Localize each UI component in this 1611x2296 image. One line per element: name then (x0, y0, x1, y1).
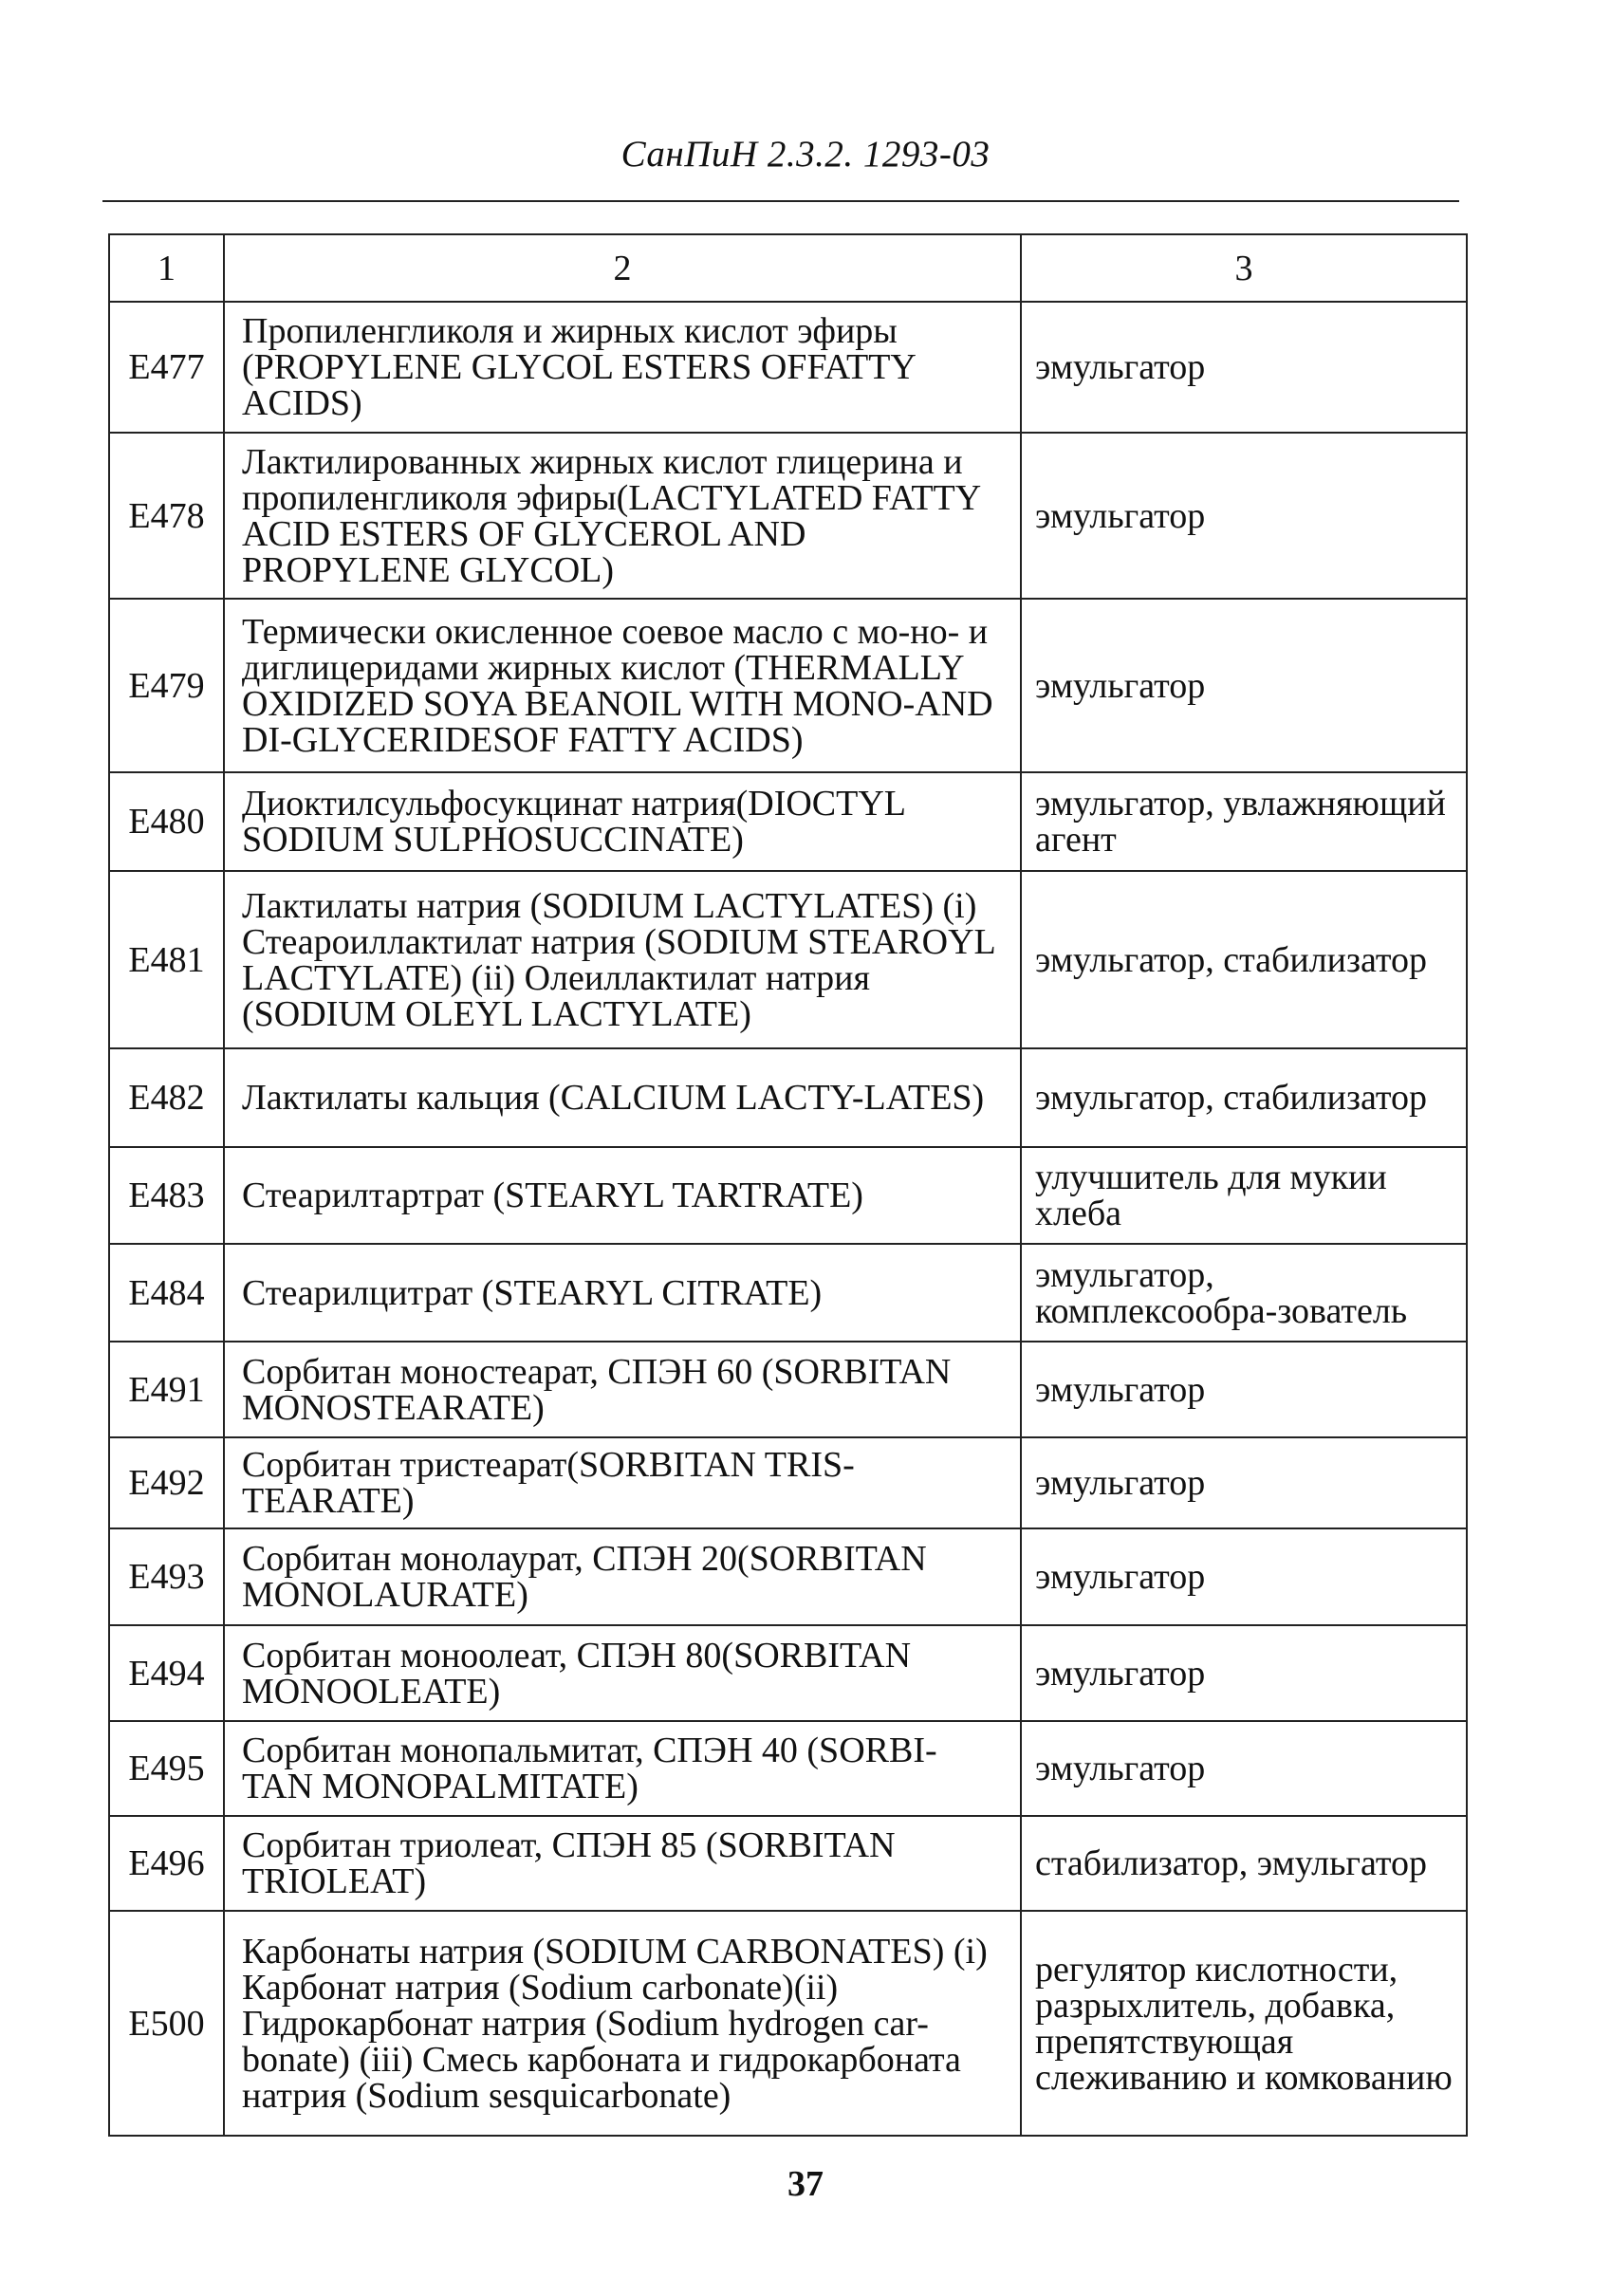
additive-code: Е477 (109, 302, 224, 433)
additive-code: Е494 (109, 1625, 224, 1721)
additive-name: Термически окисленное соевое масло с мо-но- и диглицеридами жирных кислот (THERMALLY OXIDIZED SOYA BEANOIL WITH MONO-AND DI-GLYCERIDESOF FATTY ACIDS) (224, 599, 1021, 772)
additive-name: Сорбитан монолаурат, СПЭН 20(SORBITAN MONOLAURATE) (224, 1528, 1021, 1625)
additive-function: эмульгатор (1021, 302, 1467, 433)
additive-function: эмульгатор (1021, 1437, 1467, 1528)
additive-code: Е500 (109, 1911, 224, 2136)
column-header-2: 2 (224, 234, 1021, 302)
table-row (109, 1147, 1467, 1244)
additive-code: Е480 (109, 772, 224, 871)
additive-code: Е495 (109, 1721, 224, 1816)
table-header-row (109, 234, 1467, 302)
additive-name: Карбонаты натрия (SODIUM CARBONATES) (i) Карбонат натрия (Sodium carbonate)(ii) Гидрокарбонат натрия (Sodium hydrogen car-bonate) (iii) Смесь карбоната и гидрокарбоната натрия (Sodium sesquicarbonate) (224, 1911, 1021, 2136)
additive-name: Пропиленгликоля и жирных кислот эфиры (PROPYLENE GLYCOL ESTERS OFFATTY ACIDS) (224, 302, 1021, 433)
additive-name: Лактилаты кальция (CALCIUM LACTY-LATES) (224, 1048, 1021, 1147)
table-row (109, 1528, 1467, 1625)
table-row (109, 1342, 1467, 1437)
table-row (109, 1625, 1467, 1721)
table-row (109, 599, 1467, 772)
additive-code: Е478 (109, 433, 224, 599)
additive-function: регулятор кислотности, разрыхлитель, добавка, препятствующая слеживанию и комкованию (1021, 1911, 1467, 2136)
additive-function: эмульгатор, стабилизатор (1021, 1048, 1467, 1147)
additive-code: Е491 (109, 1342, 224, 1437)
additive-name: Сорбитан тристеарат(SORBITAN TRIS-TEARATE) (224, 1437, 1021, 1528)
header-divider (102, 200, 1459, 202)
column-header-3: 3 (1021, 234, 1467, 302)
additive-function: эмульгатор, увлажняющий агент (1021, 772, 1467, 871)
additive-name: Стеарилтартрат (STEARYL TARTRATE) (224, 1147, 1021, 1244)
additive-function: эмульгатор, стабилизатор (1021, 871, 1467, 1048)
additive-code: Е493 (109, 1528, 224, 1625)
table-row (109, 1048, 1467, 1147)
additives-table (108, 233, 1468, 2137)
additive-name: Сорбитан моноолеат, СПЭН 80(SORBITAN MONOOLEATE) (224, 1625, 1021, 1721)
table-row (109, 772, 1467, 871)
additive-code: Е482 (109, 1048, 224, 1147)
table-row (109, 1911, 1467, 2136)
additive-code: Е479 (109, 599, 224, 772)
additive-function: эмульгатор (1021, 599, 1467, 772)
table-row (109, 871, 1467, 1048)
table-row (109, 433, 1467, 599)
table-row (109, 1721, 1467, 1816)
additive-name: Лактилаты натрия (SODIUM LACTYLATES) (i) Стеароиллактилат натрия (SODIUM STEAROYL LACTYLATE) (ii) Олеиллактилат натрия (SODIUM OLEYL LACTYLATE) (224, 871, 1021, 1048)
page-header-title: СанПиН 2.3.2. 1293-03 (620, 134, 991, 175)
additive-name: Сорбитан моностеарат, СПЭН 60 (SORBITAN MONOSTEARATE) (224, 1342, 1021, 1437)
additive-name: Диоктилсульфосукцинат натрия(DIOCTYL SODIUM SULPHOSUCCINATE) (224, 772, 1021, 871)
table-row (109, 1816, 1467, 1911)
additive-function: эмульгатор (1021, 1528, 1467, 1625)
additive-name: Лактилированных жирных кислот глицерина и пропиленгликоля эфиры(LACTYLATED FATTY ACID ESTERS OF GLYCEROL AND PROPYLENE GLYCOL) (224, 433, 1021, 599)
additive-name: Стеарилцитрат (STEARYL CITRATE) (224, 1244, 1021, 1342)
additive-code: Е484 (109, 1244, 224, 1342)
additive-code: Е496 (109, 1816, 224, 1911)
additive-function: эмульгатор (1021, 1721, 1467, 1816)
additive-function: стабилизатор, эмульгатор (1021, 1816, 1467, 1911)
table-row (109, 1437, 1467, 1528)
column-header-1: 1 (109, 234, 224, 302)
additive-code: Е492 (109, 1437, 224, 1528)
additive-name: Сорбитан триолеат, СПЭН 85 (SORBITAN TRIOLEAT) (224, 1816, 1021, 1911)
additive-function: улучшитель для мукии хлеба (1021, 1147, 1467, 1244)
table-row (109, 1244, 1467, 1342)
additive-function: эмульгатор (1021, 1625, 1467, 1721)
additive-name: Сорбитан монопальмитат, СПЭН 40 (SORBI-TAN MONOPALMITATE) (224, 1721, 1021, 1816)
additive-code: Е481 (109, 871, 224, 1048)
additive-code: Е483 (109, 1147, 224, 1244)
table-row (109, 302, 1467, 433)
additive-function: эмульгатор (1021, 1342, 1467, 1437)
page-number: 37 (787, 2164, 824, 2204)
additive-function: эмульгатор, комплексообра-зователь (1021, 1244, 1467, 1342)
additive-function: эмульгатор (1021, 433, 1467, 599)
